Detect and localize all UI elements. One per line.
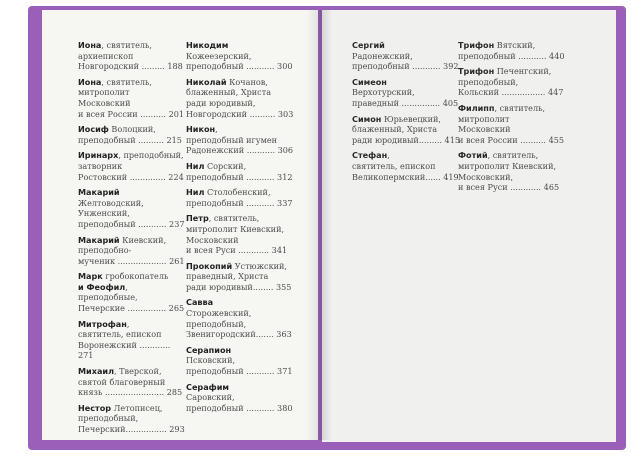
entry-description: , святитель, митрополит Московский и всея России .......... 201: [78, 76, 185, 119]
index-entry: [186, 345, 310, 377]
entry-description: Юрьевецкий, блаженный, Христа ради юродивый......... 415: [352, 113, 461, 145]
index-entry: [186, 77, 310, 119]
entry-name: Филипп: [458, 102, 495, 113]
entry-description: Сторожевский, преподобный, Звенигородский....... 363: [186, 308, 292, 340]
entry-name: Иринарх: [78, 150, 119, 161]
entry-name: Макарий: [78, 234, 120, 245]
entry-description: , святитель, митрополит Московский и всея России .......... 455: [458, 102, 565, 145]
index-entry: [78, 187, 188, 229]
entry-description: Верхотурский, праведный ............... 405: [352, 87, 459, 108]
entry-name: Сергий: [352, 40, 385, 50]
entry-name: Нил: [186, 160, 205, 171]
entry-description: Устюжский, праведный, Христа ради юродивый........ 355: [186, 260, 292, 292]
entry-description: , святитель, митрополит Киевский, Московский, и всея Руси ............ 465: [458, 150, 560, 193]
entry-name: Макарий: [78, 187, 120, 198]
entry-name-secondary: и Феофил: [78, 281, 126, 292]
index-entry: [186, 213, 310, 255]
entry-description: , святитель, митрополит Киевский, Московский и всея Руси ............ 341: [186, 213, 288, 256]
entry-description: Радонежский, преподобный ........... 392: [352, 50, 459, 72]
index-entry: [186, 382, 310, 414]
entry-name: Нил: [186, 187, 205, 198]
book-gutter-shadow: [306, 10, 332, 440]
index-entry: [352, 114, 464, 146]
right-page-column-2: [458, 40, 578, 198]
left-page-column-2: [186, 40, 310, 418]
entry-name: Симон: [352, 113, 382, 124]
index-entry: [78, 366, 188, 398]
entry-name: Симеон: [352, 76, 387, 87]
entry-name: Серапион: [186, 344, 232, 355]
entry-description: Саровский, преподобный ........... 380: [186, 392, 293, 413]
entry-name: Никон: [186, 124, 216, 135]
right-page-column-1: [352, 40, 464, 187]
index-entry: [458, 66, 578, 98]
entry-description: Киевский, преподобно- мученик ................... 261: [78, 234, 185, 266]
entry-name: Николай: [186, 76, 227, 87]
entry-description: Столобенский, преподобный ........... 337: [186, 187, 293, 208]
entry-name: Марк: [78, 271, 103, 282]
entry-name: Митрофан: [78, 318, 127, 329]
entry-description: Желтоводский, Унженский, преподобный ........... 237: [78, 197, 185, 229]
index-entry: [186, 40, 310, 72]
entry-name: Прокопий: [186, 260, 233, 271]
index-entry: [78, 271, 188, 313]
entry-description: , святитель, епископ Воронежский ............ 271: [78, 318, 171, 361]
entry-description: Сорский, преподобный ........... 312: [186, 160, 293, 182]
index-entry: [186, 124, 310, 156]
entry-name: Иосиф: [78, 124, 109, 135]
index-entry: [458, 40, 578, 61]
entry-description: , Тверской, святой благоверный князь ....................... 285: [78, 366, 183, 398]
entry-description: , святитель, архиепископ Новгородский ......... 188: [78, 40, 183, 72]
index-entry: [78, 235, 188, 267]
entry-name: Никодим: [186, 40, 229, 50]
right-page: [322, 10, 616, 442]
entry-description: , преподобный, затворник Ростовский .............. 224: [78, 150, 184, 182]
left-page-column-1: [78, 40, 188, 440]
index-entry: [186, 297, 310, 339]
entry-name: Иона: [78, 76, 102, 87]
entry-description: Летописец, преподобный, Печерский................ 293: [78, 402, 185, 434]
index-entry: [352, 40, 464, 72]
index-entry: [186, 187, 310, 208]
entry-name: Михаил: [78, 366, 115, 377]
entry-description: Вятский, преподобный ........... 440: [458, 40, 565, 61]
index-entry: [458, 150, 578, 192]
index-entry: [186, 161, 310, 182]
entry-description: Кожеезерский, преподобный ........... 300: [186, 50, 293, 72]
entry-description-secondary: , преподобные, Печерские ............... 265: [78, 281, 185, 314]
index-entry: [78, 40, 188, 72]
index-entry: [186, 261, 310, 293]
entry-name: Петр: [186, 213, 209, 224]
index-entry: [78, 403, 188, 435]
index-entry: [78, 150, 188, 182]
entry-description: Кочанов, блаженный, Христа ради юродивый, Новгородский .......... 303: [186, 76, 294, 119]
index-entry: [352, 77, 464, 109]
entry-description: , святитель, епископ Великопермский...... 419: [352, 150, 459, 182]
entry-description: Печенгский, преподобный, Кольский ................. 447: [458, 66, 564, 98]
index-entry: [78, 124, 188, 145]
entry-description: , преподобный игумен Радонежский ........... 306: [186, 124, 294, 156]
index-entry: [78, 77, 188, 119]
entry-name: Стефан: [352, 150, 388, 161]
entry-description: Волоцкий, преподобный .......... 215: [78, 124, 182, 145]
entry-name: Фотий: [458, 150, 488, 161]
index-entry: [458, 103, 578, 145]
entry-name: Иона: [78, 40, 102, 50]
index-entry: [78, 319, 188, 361]
entry-name: Трифон: [458, 66, 495, 77]
entry-name: Нестор: [78, 402, 112, 413]
entry-description: Псковский, преподобный ........... 371: [186, 355, 293, 377]
entry-name: Савва: [186, 297, 214, 308]
entry-description: гробокопатель: [105, 271, 169, 282]
entry-name: Трифон: [458, 40, 495, 50]
index-entry: [352, 150, 464, 182]
left-page: [42, 10, 318, 440]
entry-name: Серафим: [186, 381, 230, 392]
